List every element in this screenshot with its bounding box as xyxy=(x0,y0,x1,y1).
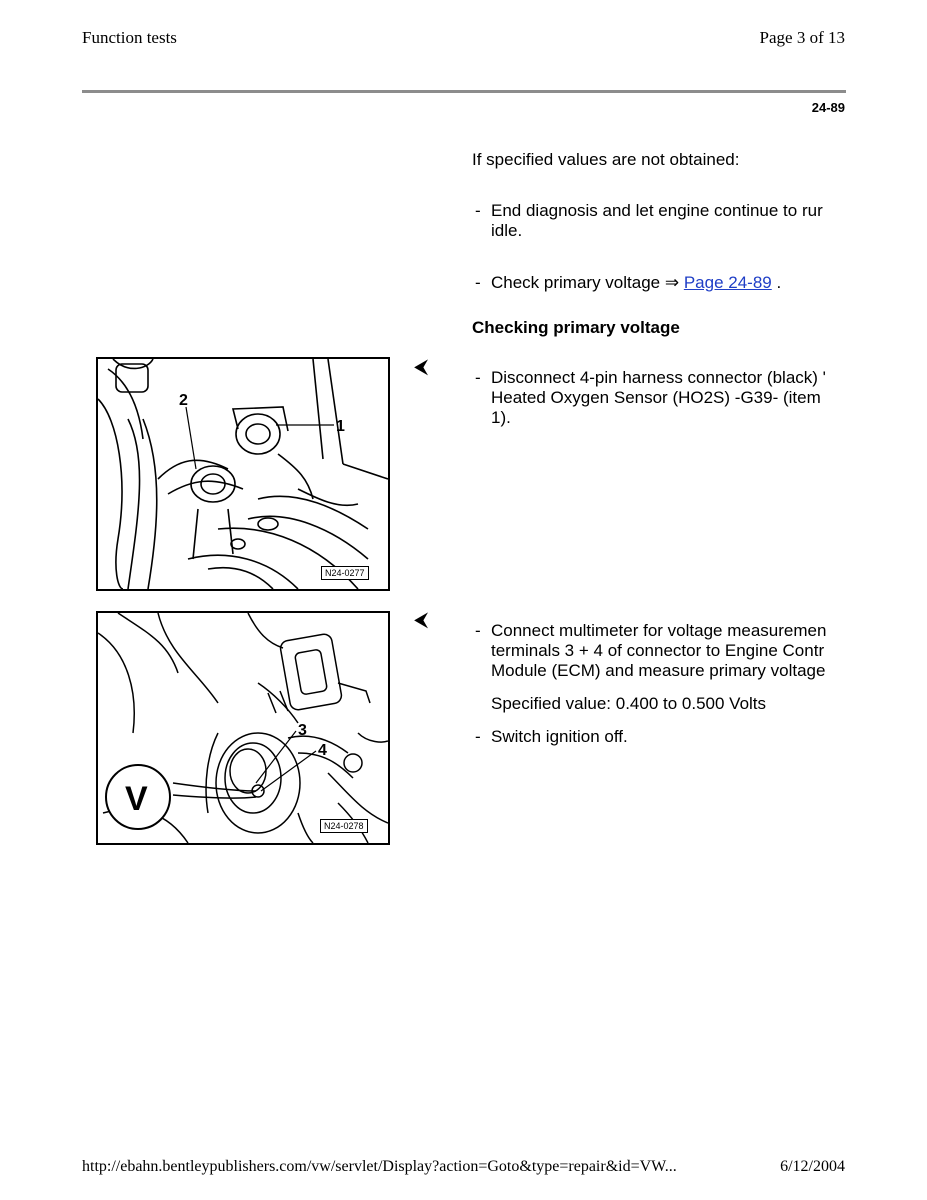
header-divider xyxy=(82,90,846,93)
terminal-label-4: 4 xyxy=(318,742,327,759)
voltmeter-label: V xyxy=(125,780,148,818)
footer-date: 6/12/2004 xyxy=(780,1158,845,1175)
footer-url: http://ebahn.bentleypublishers.com/vw/servlet/Display?action=Goto&type=repair&id=VW... xyxy=(82,1158,677,1175)
figure-pointer-icon: ⮜ xyxy=(414,356,429,378)
figure-pointer-icon: ⮜ xyxy=(414,609,429,631)
item-label-1: 1 xyxy=(336,418,345,435)
bullet-dash: - xyxy=(475,727,481,746)
page-code: 24-89 xyxy=(811,100,845,115)
header-title: Function tests xyxy=(82,28,177,47)
bullet-dash: - xyxy=(475,368,481,387)
figure-connector-location xyxy=(96,357,390,591)
bullet-dash: - xyxy=(475,273,481,292)
figure-code: N24-0277 xyxy=(321,566,369,580)
connector-illustration xyxy=(98,613,388,843)
terminal-label-3: 3 xyxy=(298,722,307,739)
figure-code: N24-0278 xyxy=(320,819,368,833)
figure-multimeter-connection xyxy=(96,611,390,845)
arrow-right-icon: ⇒ xyxy=(664,273,680,292)
intro-text: If specified values are not obtained: xyxy=(472,150,740,169)
step-connect-multimeter: - Connect multimeter for voltage measuremen terminals 3 + 4 of connector to Engine Contr Module (ECM) and measure primary voltage xyxy=(475,621,827,680)
step-disconnect-connector: - Disconnect 4-pin harness connector (black) ' Heated Oxygen Sensor (HO2S) -G39- (item 1). xyxy=(475,368,826,427)
bullet-dash: - xyxy=(475,201,481,220)
page-link[interactable]: Page 24-89 xyxy=(683,273,772,292)
section-heading: Checking primary voltage xyxy=(472,318,680,337)
step-end-diagnosis: - End diagnosis and let engine continue to rur idle. xyxy=(475,201,823,240)
item-label-2: 2 xyxy=(179,392,188,409)
page-number: Page 3 of 13 xyxy=(759,28,845,47)
specified-value: Specified value: 0.400 to 0.500 Volts xyxy=(491,694,767,713)
step-switch-ignition-off: - Switch ignition off. xyxy=(475,727,628,746)
engine-bay-illustration xyxy=(98,359,388,589)
bullet-dash: - xyxy=(475,621,481,640)
step-check-voltage: - Check primary voltage ⇒ Page 24-89 . xyxy=(475,273,782,292)
